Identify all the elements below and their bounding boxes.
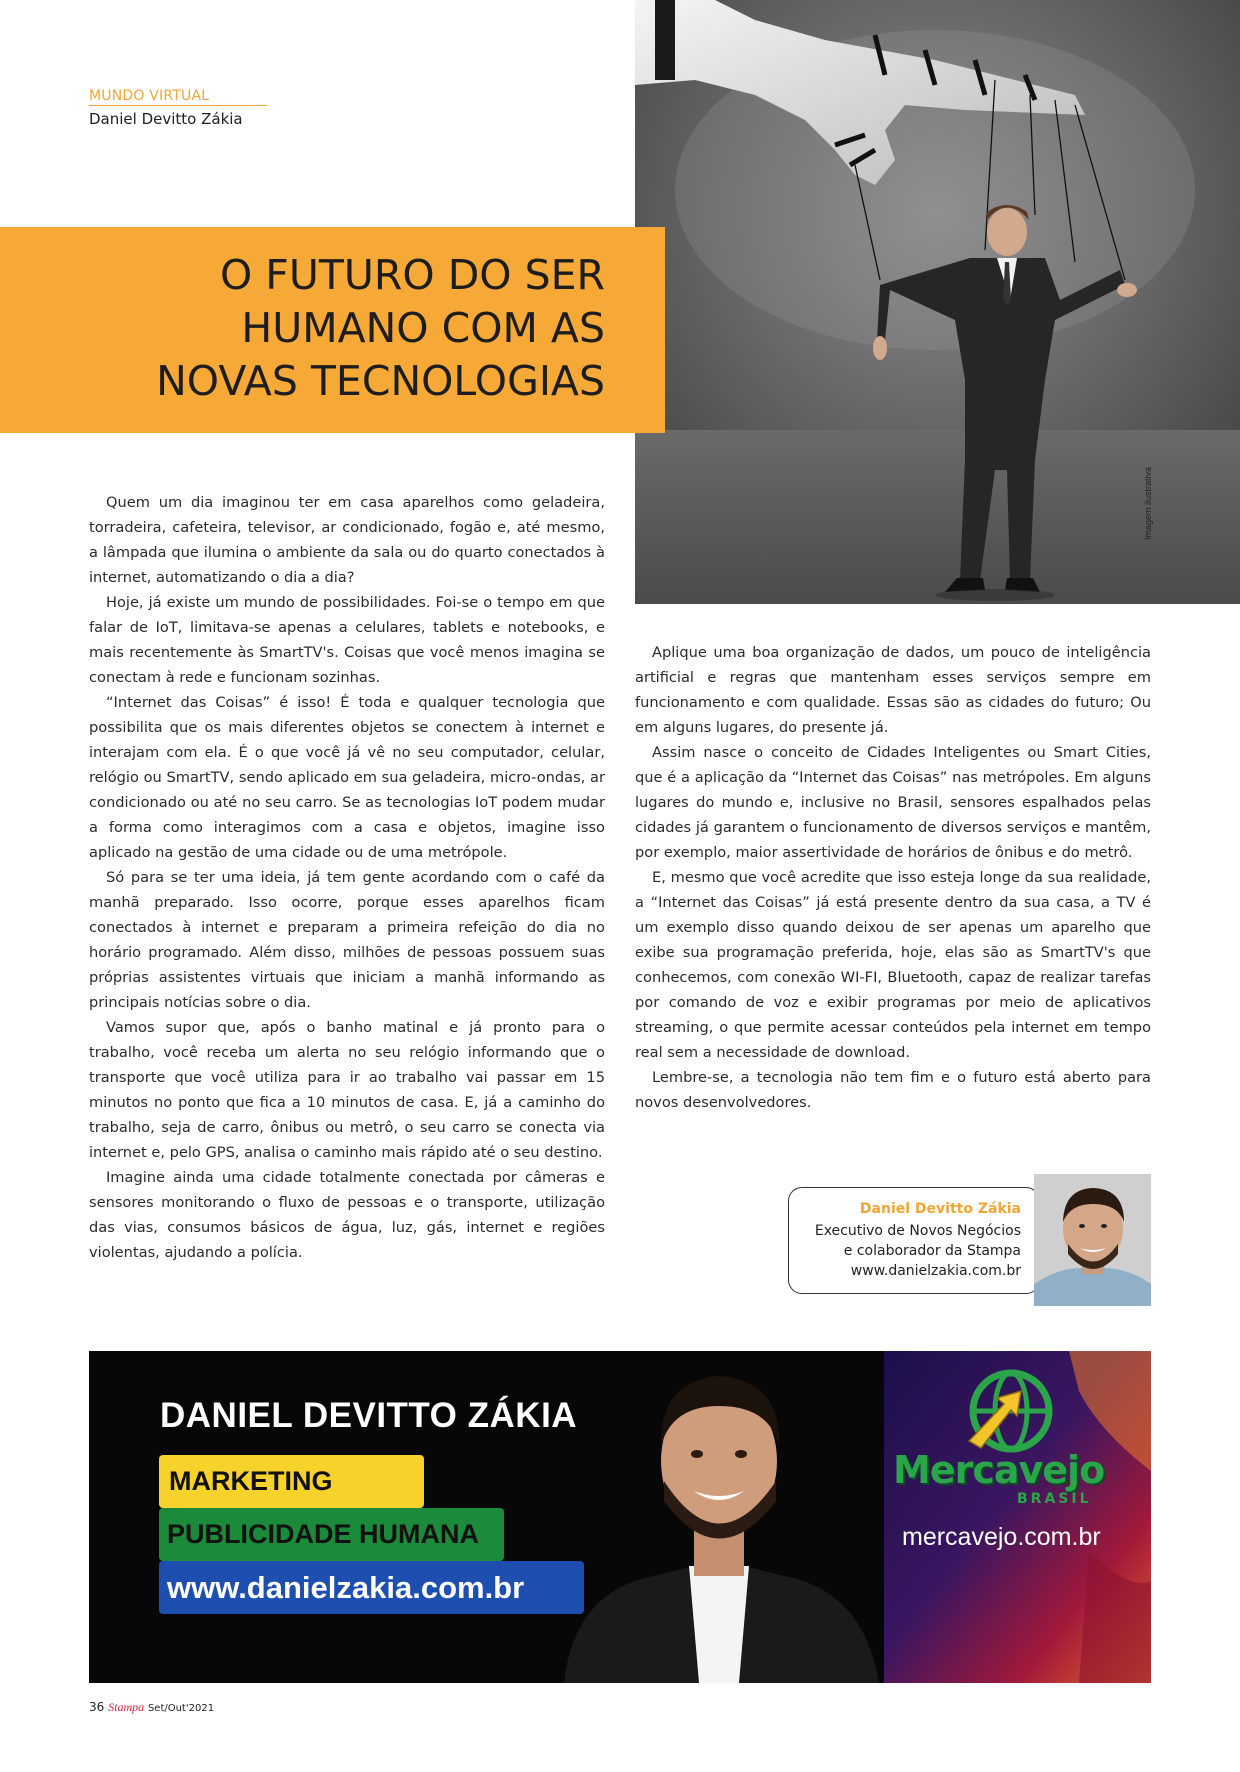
ad-tag-publicidade: PUBLICIDADE HUMANA	[159, 1508, 504, 1561]
paragraph: Imagine ainda uma cidade totalmente conectada por câmeras e sensores monitorando o fluxo de pessoas e o transporte, utilização das vias, consumos básicos de água, luz, gás, internet e regiões violentas, ajudando a polícia.	[89, 1169, 605, 1261]
paragraph: E, mesmo que você acredite que isso esteja longe da sua realidade, a “Internet das Coisas” já está presente dentro da sua casa, a TV é um exemplo disso quando deixou de ser apenas um aparelho que exibe sua programação preferida, hoje, elas são as SmartTV's que conhecemos, com conexão WI-FI, Bluetooth, capaz de realizar tarefas por comando de voz e exibir programas por meio de aplicativos streaming, o que permite acessar conteúdos pela internet em tempo real sem a necessidade de download.	[635, 869, 1151, 1061]
magazine-name: Stampa	[108, 1700, 145, 1714]
globe-logo-icon	[959, 1366, 1059, 1456]
paragraph: Aplique uma boa organização de dados, um pouco de inteligência artificial e regras que mantenham esses serviços sempre em funcionamento e com qualidade. Essas são as cidades do futuro; Ou em alguns lugares, do presente já.	[635, 644, 1151, 736]
article-title	[45, 249, 605, 408]
issue-date: Set/Out'2021	[147, 1703, 215, 1714]
paragraph: Só para se ter uma ideia, já tem gente acordando com o café da manhã preparado. Isso ocorre, porque esses aparelhos ficam conectados à internet e preparam a primeira refeição do dia no horário programado. Além disso, milhões de pessoas possuem suas próprias assistentes virtuais que iniciam a manhã informando as principais notícias sobre o dia.	[89, 869, 605, 1011]
ad-photo-man	[544, 1351, 889, 1683]
paragraph: “Internet das Coisas” é isso! É toda e qualquer tecnologia que possibilita que os mais diferentes objetos se conectem à internet e interajam com ela. É o que você já vê no seu computador, celular, relógio ou SmartTV, sendo aplicado em sua geladeira, micro-ondas, ar condicionado ou até no seu carro. Se as tecnologias IoT podem mudar a forma como interagimos com a casa e objetos, imagine isso aplicado na gestão de uma cidade ou de uma metrópole.	[89, 694, 605, 861]
author-photo	[1034, 1174, 1151, 1306]
bio-website[interactable]: www.danielzakia.com.br	[850, 1263, 1021, 1279]
paragraph: Lembre-se, a tecnologia não tem fim e o futuro está aberto para novos desenvolvedores.	[635, 1069, 1151, 1111]
ad-logo-sub: BRASIL	[1017, 1491, 1092, 1507]
ad-headline: DANIEL DEVITTO ZÁKIA	[160, 1396, 578, 1435]
paragraph: Quem um dia imaginou ter em casa aparelhos como geladeira, torradeira, cafeteira, televisor, ar condicionado, fogão e, até mesmo, a lâmpada que ilumina o ambiente da sala ou do quarto conectados à internet, automatizando o dia a dia?	[89, 494, 605, 586]
bio-name: Daniel Devitto Zákia	[859, 1201, 1021, 1217]
author-bio-card	[788, 1187, 1040, 1294]
paragraph: Vamos supor que, após o banho matinal e já pronto para o trabalho, você receba um alerta no seu relógio informando que o transporte que você utiliza para ir ao trabalho vai passar em 15 minutos no ponto que fica a 10 minutos de casa. E, já a caminho do trabalho, seja de carro, ônibus ou metrô, o seu carro se conecta via internet e, pelo GPS, analisa o caminho mais rápido até o seu destino.	[89, 1019, 605, 1161]
ad-sponsor-link[interactable]: mercavejo.com.br	[902, 1523, 1101, 1551]
advertisement-banner[interactable]	[89, 1351, 1151, 1683]
paragraph: Assim nasce o conceito de Cidades Inteligentes ou Smart Cities, que é a aplicação da “Internet das Coisas” nas metrópoles. Em alguns lugares do mundo e, inclusive no Brasil, sensores espalhados pelas cidades já garantem o funcionamento de diversos serviços e mantêm, por exemplo, maior assertividade de horários de ônibus e do metrô.	[635, 744, 1151, 861]
title-line: O FUTURO DO SER	[219, 251, 605, 299]
title-line: HUMANO COM AS	[241, 304, 605, 352]
page-footer	[89, 1700, 214, 1715]
page-number: 36	[89, 1700, 105, 1714]
title-line: NOVAS TECNOLOGIAS	[156, 357, 605, 405]
article-column-left	[89, 490, 605, 1265]
bio-role: Executivo de Novos Negócios	[814, 1223, 1021, 1239]
paragraph: Hoje, já existe um mundo de possibilidades. Foi-se o tempo em que falar de IoT, limitava-se apenas a celulares, tablets e notebooks, e mais recentemente às SmartTV's. Coisas que você menos imagina se conectam à rede e funcionam sozinhas.	[89, 594, 605, 686]
section-tag: MUNDO VIRTUAL	[89, 88, 267, 106]
image-credit: Imagem ilustrativa	[1143, 466, 1153, 540]
ad-website-link[interactable]: www.danielzakia.com.br	[159, 1561, 584, 1614]
ad-logo-wordmark: Mercavejo	[893, 1448, 1105, 1492]
article-column-right	[635, 640, 1151, 1115]
title-block	[0, 227, 665, 433]
ad-tag-marketing: MARKETING	[159, 1455, 424, 1508]
author-byline: Daniel Devitto Zákia	[89, 110, 243, 128]
bio-role: e colaborador da Stampa	[843, 1243, 1021, 1259]
